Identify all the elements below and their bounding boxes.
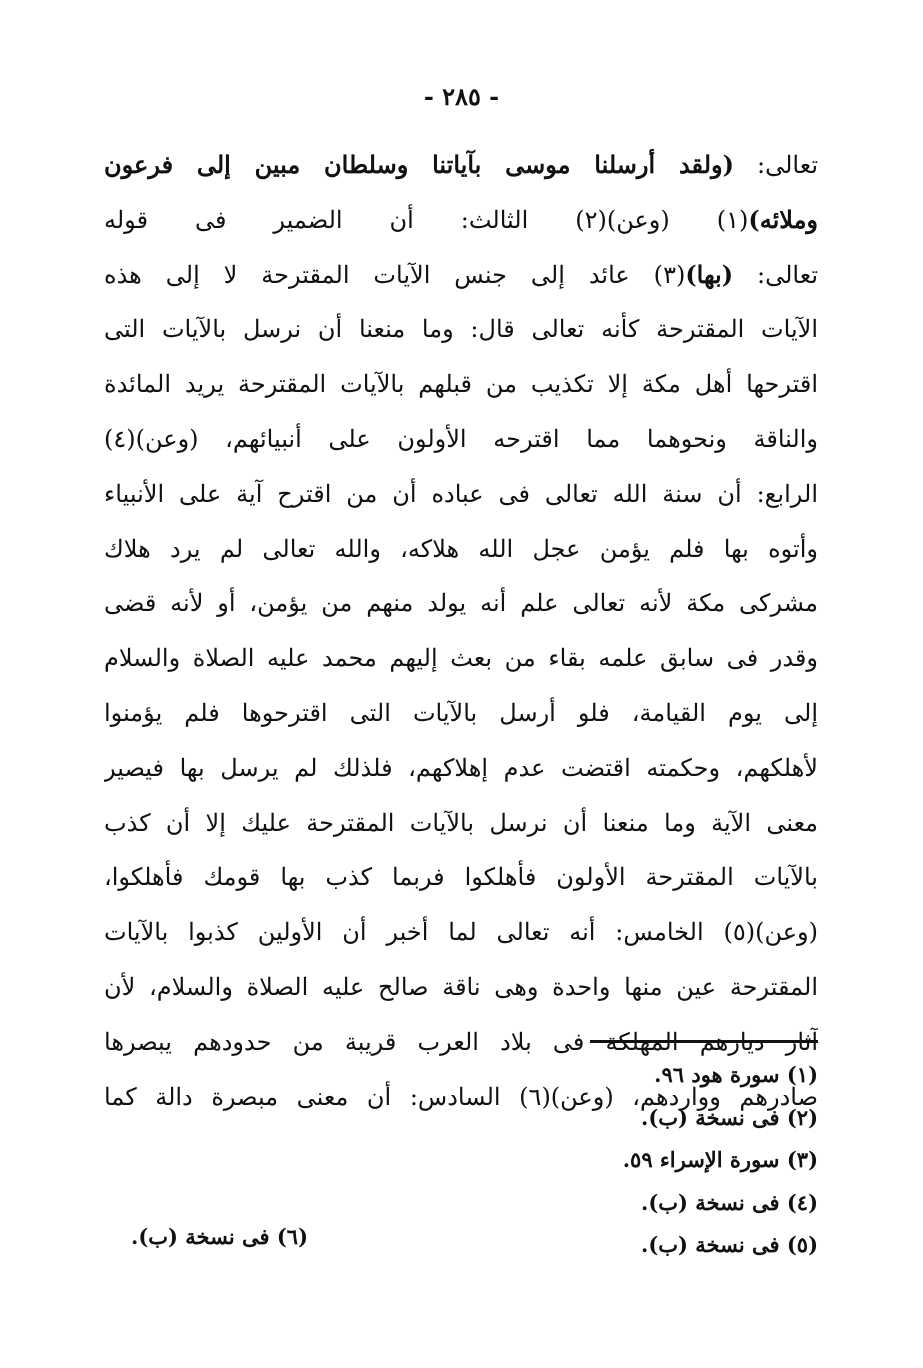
text-segment: والناقة ونحوهما مما اقترحه الأولون على أنبيائهم، (وعن)(٤) [104,424,818,453]
text-line [104,193,818,248]
footnote-1: (١) سورة هود ٩٦. [654,1062,818,1087]
footnote-2: (٢) فى نسخة (ب). [641,1104,818,1130]
text-segment: إلى يوم القيامة، فلو أرسل بالآيات التى اقترحوها فلم يؤمنوا [104,698,818,727]
text-segment: مشركى مكة لأنه تعالى علم أنه يولد منهم من يؤمن، أو لأنه قضى [104,589,818,618]
footnote-separator [590,1040,818,1043]
text-line [104,248,818,303]
quran-quote: وملائه) [748,204,818,234]
footnote-6: (٦) فى نسخة (ب). [131,1224,308,1249]
text-line [104,741,818,796]
text-line [104,686,818,741]
text-segment: اقترحها أهل مكة إلا تكذيب من قبلهم بالآيات المقترحة يريد المائدة [104,370,818,399]
text-segment: (وعن)(٥) الخامس: أنه تعالى لما أخبر أن الأولين كذبوا بالآيات [104,918,818,947]
text-segment: وقدر فى سابق علمه بقاء من بعث إليهم محمد عليه الصلاة والسلام [104,644,818,673]
text-line [104,467,818,522]
text-line [104,138,818,193]
quran-quote: (ولقد أرسلنا موسى بآياتنا وسلطان مبين إلى فرعون [104,150,734,179]
footnote-3: (٣) سورة الإسراء ٥٩. [622,1147,818,1173]
text-line [104,522,818,577]
text-segment: لأهلكهم، وحكمته اقتضت عدم إهلاكهم، فلذلك لم يرسل بها فيصير [104,753,818,782]
text-line [104,631,818,686]
text-segment: تعالى: [733,151,818,179]
text-segment: (١) (وعن)(٢) الثالث: أن الضمير فى قوله [104,205,749,234]
footnote-5: (٥) فى نسخة (ب). [641,1232,818,1258]
text-line [104,412,818,467]
text-segment: بالآيات المقترحة الأولون فأهلكوا فربما كذب بها قومك فأهلكوا، [104,863,818,892]
text-segment: وأتوه بها فلم يؤمن عجل الله هلاكه، والله تعالى لم يرد هلاك [104,534,818,563]
text-segment: تعالى: [733,260,818,289]
text-line [104,796,818,851]
text-line [104,302,818,357]
text-segment: المقترحة عين منها واحدة وهى ناقة صالح عليه الصلاة والسلام، لأن [104,972,818,1001]
footnote-4: (٤) فى نسخة (ب). [641,1189,818,1215]
text-line [104,960,818,1015]
text-segment: آثار ديارهم المهلكة فى بلاد العرب قريبة من حدودهم يبصرها [104,1027,818,1056]
text-segment: (٣) عائد إلى جنس الآيات المقترحة لا إلى هذه [104,260,686,289]
text-line [104,905,818,960]
body-text [104,138,818,1124]
text-segment: الرابع: أن سنة الله تعالى فى عباده أن من اقترح آية على الأنبياء [104,479,818,508]
text-line [104,850,818,905]
text-segment: معنى الآية وما منعنا أن نرسل بالآيات المقترحة عليك إلا أن كذب [104,808,818,837]
text-segment: صادرهم وواردهم، (وعن)(٦) السادس: أن معنى مبصرة دالة كما [104,1082,818,1111]
quran-quote: (بها) [685,259,734,289]
text-line [104,357,818,412]
text-segment: الآيات المقترحة كأنه تعالى قال: وما منعنا أن نرسل بالآيات التى [104,315,818,344]
footnotes-column [498,1060,818,1273]
text-line [104,576,818,631]
page-number: - ٢٨٥ - [423,82,500,111]
